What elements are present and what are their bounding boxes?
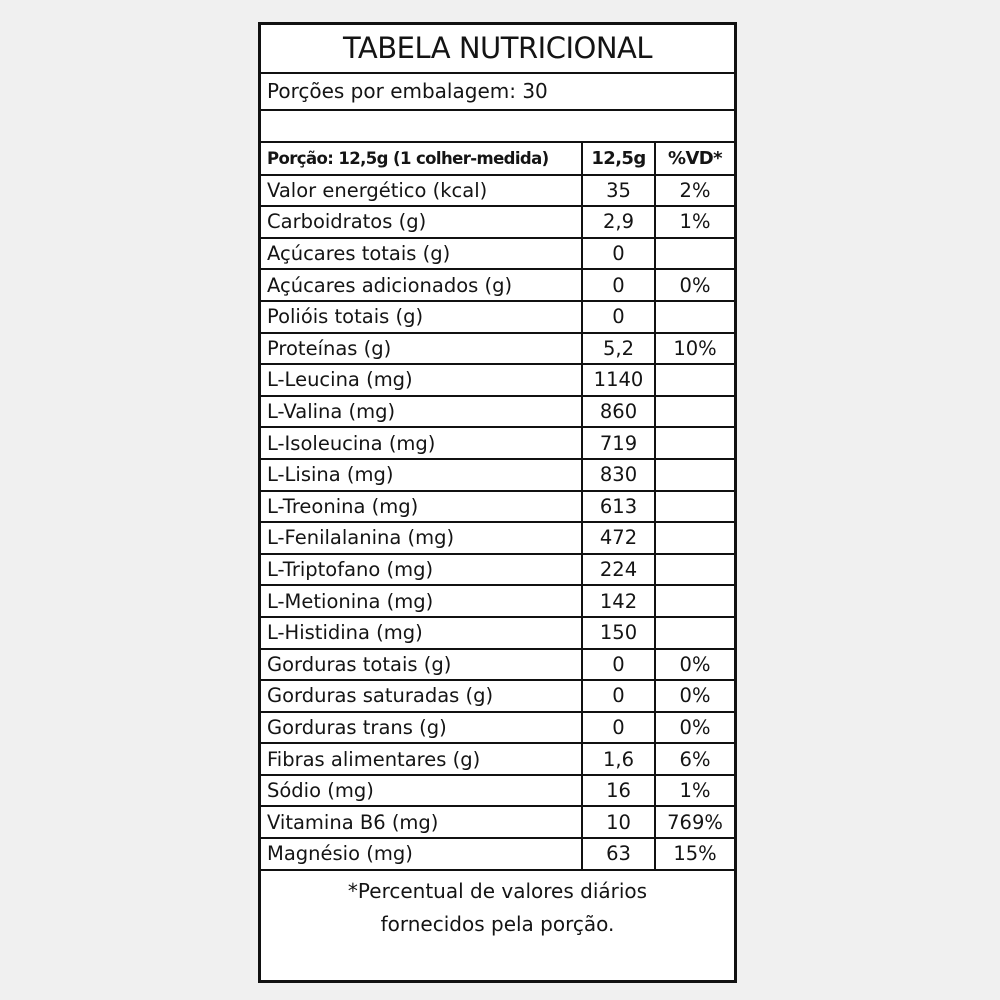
table-header-row [261, 143, 734, 175]
table-row [261, 238, 734, 270]
nutrient-amount: 35 [582, 175, 655, 207]
nutrient-vd: 1% [655, 775, 734, 807]
nutrient-name: L-Histidina (mg) [261, 617, 582, 649]
nutrient-name: L-Treonina (mg) [261, 491, 582, 523]
nutrient-amount: 0 [582, 712, 655, 744]
table-row [261, 585, 734, 617]
nutrient-vd [655, 396, 734, 428]
table-row [261, 775, 734, 807]
table-row [261, 459, 734, 491]
nutrient-vd [655, 364, 734, 396]
table-row [261, 617, 734, 649]
nutrient-name: Fibras alimentares (g) [261, 743, 582, 775]
nutrient-name: Sódio (mg) [261, 775, 582, 807]
table-row [261, 680, 734, 712]
nutrient-vd: 1% [655, 206, 734, 238]
table-row [261, 522, 734, 554]
table-row [261, 806, 734, 838]
nutrient-vd [655, 617, 734, 649]
nutrient-vd: 0% [655, 269, 734, 301]
table-row [261, 333, 734, 365]
nutrient-amount: 142 [582, 585, 655, 617]
nutrient-name: L-Lisina (mg) [261, 459, 582, 491]
nutrient-vd [655, 459, 734, 491]
footnote-line-1: *Percentual de valores diários [347, 878, 648, 903]
nutrient-amount: 63 [582, 838, 655, 870]
nutrient-vd: 15% [655, 838, 734, 870]
table-row [261, 396, 734, 428]
nutrient-vd: 769% [655, 806, 734, 838]
nutrient-vd: 0% [655, 712, 734, 744]
nutrient-amount: 16 [582, 775, 655, 807]
nutrient-amount: 860 [582, 396, 655, 428]
nutrient-amount: 5,2 [582, 333, 655, 365]
portion-header: Porção: 12,5g (1 colher-medida) [261, 143, 582, 175]
nutrient-amount: 1140 [582, 364, 655, 396]
nutrient-vd [655, 522, 734, 554]
nutrient-name: Polióis totais (g) [261, 301, 582, 333]
nutrient-vd: 2% [655, 175, 734, 207]
table-row [261, 649, 734, 681]
table-row [261, 301, 734, 333]
table-row [261, 743, 734, 775]
nutrient-name: L-Metionina (mg) [261, 585, 582, 617]
table-row [261, 427, 734, 459]
nutrient-vd [655, 585, 734, 617]
nutrient-amount: 224 [582, 554, 655, 586]
nutrient-name: L-Triptofano (mg) [261, 554, 582, 586]
nutrition-table [261, 143, 734, 871]
nutrient-name: Gorduras trans (g) [261, 712, 582, 744]
nutrient-amount: 10 [582, 806, 655, 838]
nutrient-amount: 150 [582, 617, 655, 649]
label-title: TABELA NUTRICIONAL [261, 25, 734, 74]
amount-header: 12,5g [582, 143, 655, 175]
blank-row [261, 111, 734, 143]
nutrient-amount: 0 [582, 649, 655, 681]
table-row [261, 269, 734, 301]
nutrient-amount: 1,6 [582, 743, 655, 775]
nutrient-amount: 613 [582, 491, 655, 523]
nutrient-amount: 2,9 [582, 206, 655, 238]
nutrient-amount: 830 [582, 459, 655, 491]
nutrient-name: L-Isoleucina (mg) [261, 427, 582, 459]
nutrient-name: L-Leucina (mg) [261, 364, 582, 396]
nutrient-vd [655, 554, 734, 586]
nutrient-vd: 10% [655, 333, 734, 365]
table-row [261, 554, 734, 586]
nutrient-amount: 0 [582, 680, 655, 712]
nutrient-amount: 0 [582, 269, 655, 301]
nutrient-amount: 472 [582, 522, 655, 554]
table-row [261, 364, 734, 396]
table-row [261, 175, 734, 207]
table-row [261, 712, 734, 744]
table-row [261, 491, 734, 523]
nutrient-vd [655, 301, 734, 333]
footnote [261, 871, 734, 941]
nutrient-amount: 719 [582, 427, 655, 459]
vd-header: %VD* [655, 143, 734, 175]
nutrition-facts-label [258, 22, 737, 983]
nutrient-name: Açúcares adicionados (g) [261, 269, 582, 301]
nutrition-rows [261, 175, 734, 870]
nutrient-amount: 0 [582, 238, 655, 270]
table-row [261, 206, 734, 238]
portions-per-package: Porções por embalagem: 30 [261, 74, 734, 111]
nutrient-vd [655, 427, 734, 459]
nutrient-name: Gorduras saturadas (g) [261, 680, 582, 712]
nutrient-vd: 0% [655, 680, 734, 712]
footnote-line-2: fornecidos pela porção. [380, 911, 615, 936]
nutrient-name: Açúcares totais (g) [261, 238, 582, 270]
nutrient-name: L-Fenilalanina (mg) [261, 522, 582, 554]
nutrient-name: Carboidratos (g) [261, 206, 582, 238]
nutrient-name: Magnésio (mg) [261, 838, 582, 870]
nutrient-vd: 6% [655, 743, 734, 775]
nutrient-vd: 0% [655, 649, 734, 681]
nutrient-vd [655, 238, 734, 270]
nutrient-amount: 0 [582, 301, 655, 333]
table-row [261, 838, 734, 870]
nutrient-vd [655, 491, 734, 523]
nutrient-name: L-Valina (mg) [261, 396, 582, 428]
nutrient-name: Proteínas (g) [261, 333, 582, 365]
nutrient-name: Valor energético (kcal) [261, 175, 582, 207]
nutrient-name: Gorduras totais (g) [261, 649, 582, 681]
nutrient-name: Vitamina B6 (mg) [261, 806, 582, 838]
